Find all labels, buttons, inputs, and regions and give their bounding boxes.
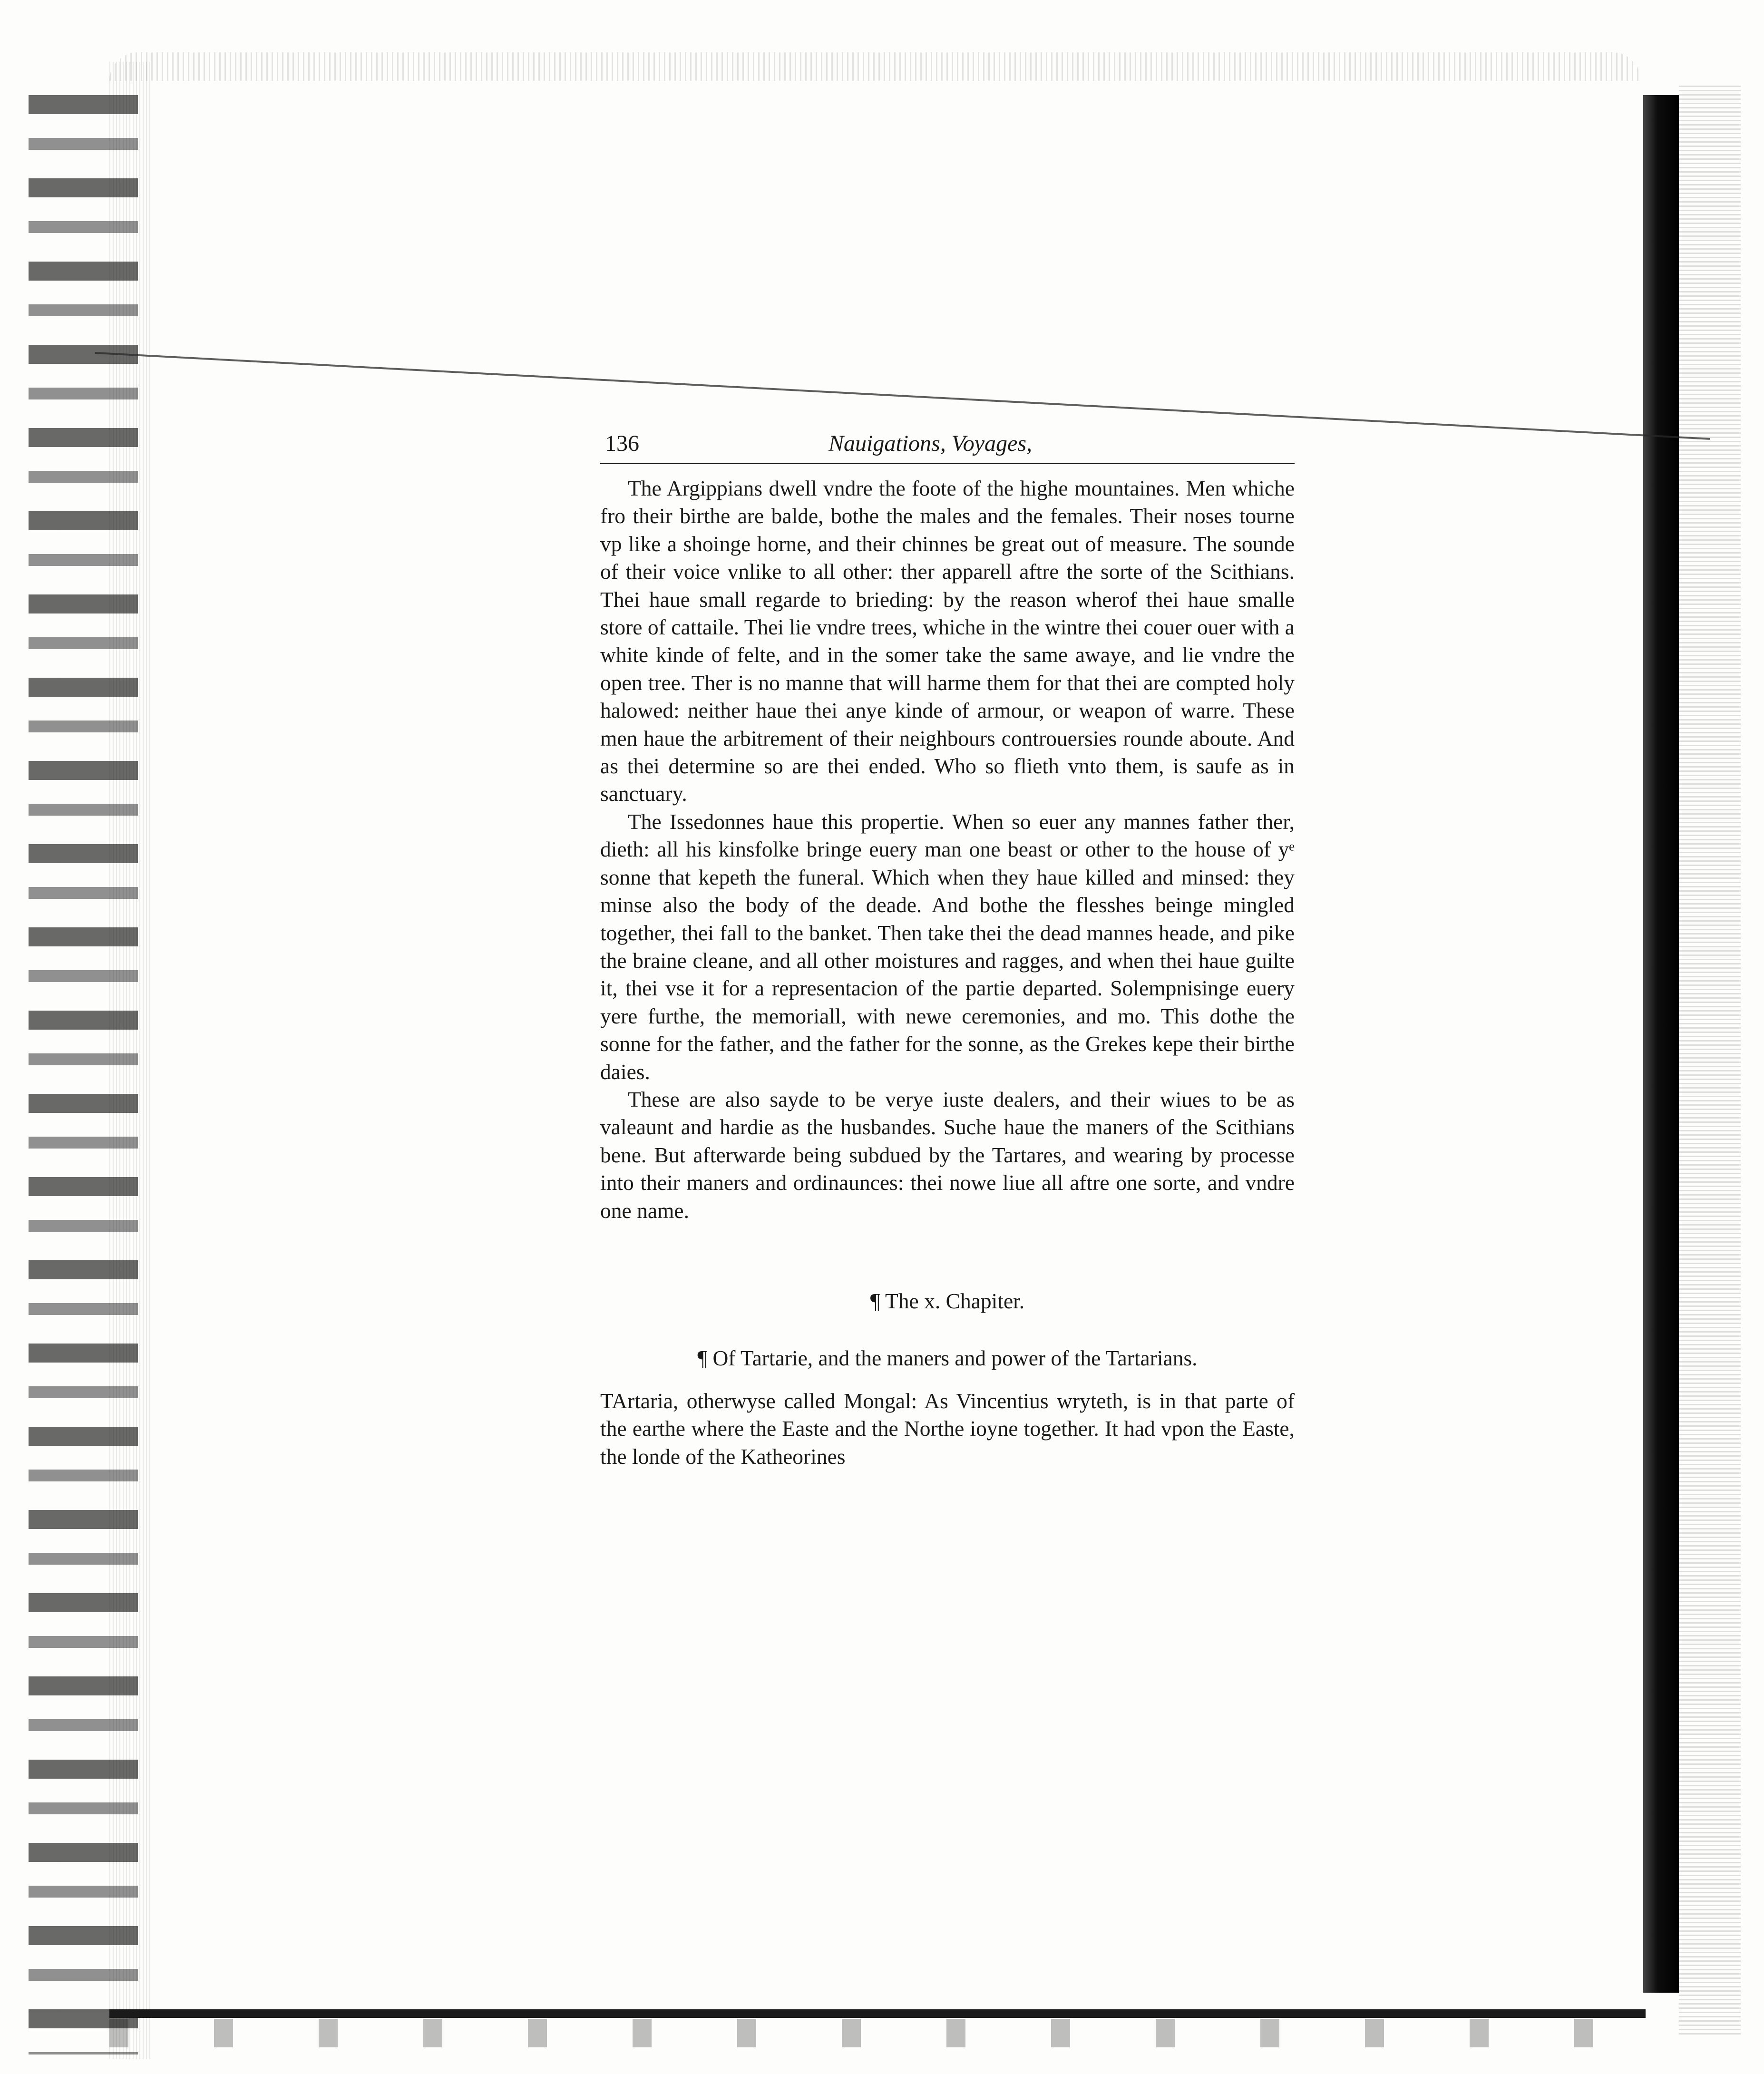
scan-right-speckle <box>1679 86 1741 2035</box>
chapter-subtitle: ¶ Of Tartarie, and the maners and power of the Tartarians. <box>697 1345 1198 1370</box>
scan-right-edge-bar <box>1643 95 1679 1993</box>
chapter-title: ¶ The x. Chapiter. <box>870 1288 1025 1313</box>
scan-top-edge <box>109 52 1641 81</box>
scan-bottom-edge <box>109 2009 1646 2018</box>
running-head <box>600 430 1295 459</box>
scan-bottom-speckle <box>109 2019 1646 2047</box>
scan-left-speckle <box>109 62 152 2059</box>
header-rule <box>600 463 1295 464</box>
running-head-title: Nauigations, Voyages, <box>828 431 1032 456</box>
stray-thread-line <box>95 352 1710 440</box>
text-block <box>600 430 1295 1470</box>
paragraph-scithians: These are also sayde to be verye iuste dealers, and their wiues to be as valeaunt and hardie as the husbandes. Suche haue the maners of the Scithians bene. But afterwarde being subdued by the Tartares, and wearing by processe into their maners and ordinaunces: thei nowe liue all aftre one sorte, and vndre one name. <box>600 1087 1295 1223</box>
page-number: 136 <box>605 431 639 456</box>
paragraph-tartaria: TArtaria, otherwyse called Mongal: As Vincentius wryteth, is in that parte of the earthe where the Easte and the Northe ioyne together. It had vpon the Easte, the londe of the Katheorines <box>600 1388 1295 1469</box>
paragraph-argippians: The Argippians dwell vndre the foote of the highe mountaines. Men whiche fro their birthe are balde, bothe the males and the females. Their noses tourne vp like a shoinge horne, and their chinnes be great out of measure. The sounde of their voice vnlike to all other: ther apparell aftre the sorte of the Scithians. Thei haue small regarde to brieding: by the reason wherof thei haue smalle store of cattaile. Thei lie vndre trees, whiche in the wintre thei couer ouer with a white kinde of felte, and in the somer take the same awaye, and lie vndre the open tree. Ther is no manne that will harme them for that thei are compted holy halowed: neither haue thei anye kinde of armour, or weapon of warre. These men haue the arbitrement of their neighbours controuersies rounde aboute. And as thei determine so are thei ended. Who so flieth vnto them, is saufe as in sanctuary. <box>600 476 1295 806</box>
paragraph-issedonnes: The Issedonnes haue this propertie. When so euer any mannes father ther, dieth: all his kinsfolke bringe euery man one beast or other to the house of yᵉ sonne that kepeth the funeral. Which when they haue killed and minsed: they minse also the body of the deade. And bothe the flesshes beinge mingled together, thei fall to the banket. Then take thei the dead mannes heade, and pike the braine cleane, and all other moistures and ragges, and when thei haue guilte it, thei vse it for a representacion of the partie departed. Solempnisinge euery yere furthe, the memoriall, with newe ceremonies, and mo. This dothe the sonne for the father, and the father for the sonne, as the Grekes kepe their birthe daies. <box>600 809 1295 1084</box>
